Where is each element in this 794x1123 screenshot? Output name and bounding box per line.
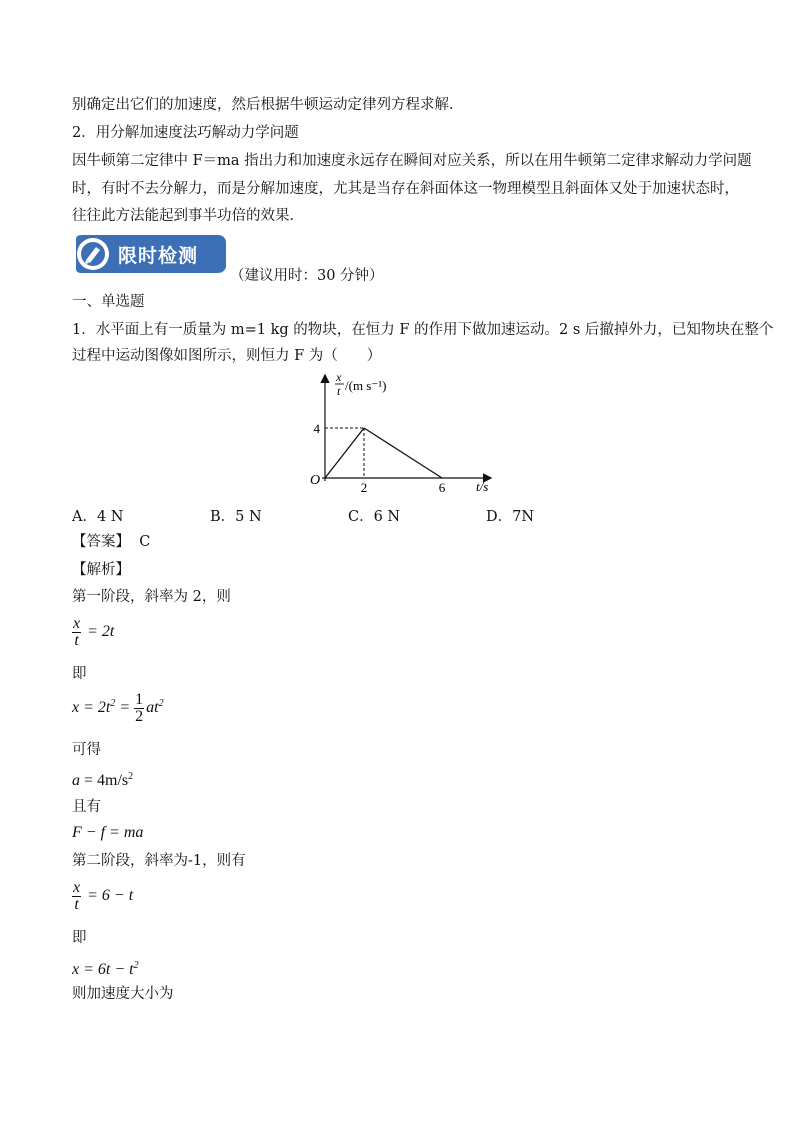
y-label-denominator: t (337, 384, 341, 398)
x-tick-label: 6 (438, 480, 446, 495)
fraction-one-half: $\frac{1}{2}$ (135, 691, 144, 725)
suggested-time: （建议用时：30 分钟） (230, 268, 384, 284)
answer-line (72, 532, 150, 552)
intro-paragraph-line-1: 因牛顿第二定律中 F＝ma 指出力和加速度永远存在瞬间对应关系，所以在用牛顿第二定律求解动力学问题 (72, 153, 752, 169)
equation-6: $x = 6t - t^2$ (72, 960, 139, 978)
motion-graph (300, 368, 500, 498)
equation-2: $x = 2t^2$ = $\frac{1}{2}$ $at^2$ (72, 691, 164, 725)
ji-2: 即 (72, 930, 87, 946)
graph-segment-rising (325, 428, 364, 478)
intro-paragraph-line-3: 往往此方法能起到事半功倍的效果． (72, 208, 304, 224)
x-label: t/s (476, 479, 489, 494)
option-b: B．5 N (210, 509, 262, 525)
section-title: 一、单选题 (72, 294, 145, 310)
origin-label: O (310, 473, 321, 488)
last-line: 则加速度大小为 (72, 986, 174, 1002)
fraction-x-over-t: $\frac{x}{t}$ (73, 615, 81, 649)
equation-3: $a = 4m/s^2$ (72, 771, 134, 789)
qieyou: 且有 (72, 799, 101, 815)
equation-4: F − f = ma (72, 824, 144, 841)
answer-label: 【答案】 (72, 534, 130, 550)
analysis-label: 【解析】 (72, 562, 130, 578)
option-d: D．7N (486, 509, 535, 525)
intro-heading-2: 2．用分解加速度法巧解动力学问题 (72, 125, 299, 141)
stage-2-text: 第二阶段，斜率为-1，则有 (72, 853, 246, 869)
y-tick-label: 4 (313, 421, 320, 436)
x-tick-label: 2 (360, 480, 368, 495)
question-stem-line-1: 1．水平面上有一质量为 m=1 kg 的物块，在恒力 F 的作用下做加速运动。2 s 后撤掉外力，已知物块在整个 (72, 322, 774, 338)
banner-title: 限时检测 (118, 245, 199, 267)
timed-test-banner (72, 233, 230, 275)
question-stem-line-2: 过程中运动图像如图所示，则恒力 F 为（ ） (72, 348, 382, 364)
option-a: A．4 N (72, 509, 124, 525)
ji-1: 即 (72, 666, 87, 682)
equation-1: $\frac{x}{t}$ = 2t (73, 615, 115, 649)
stage-1-text: 第一阶段，斜率为 2，则 (72, 589, 231, 605)
option-c: C．6 N (348, 509, 401, 525)
intro-line-1: 别确定出它们的加速度，然后根据牛顿运动定律列方程求解． (72, 97, 464, 113)
y-label-unit: /(m s⁻¹) (345, 378, 387, 393)
answer-value: C (139, 534, 151, 550)
y-label-numerator: x (336, 370, 342, 384)
intro-paragraph-line-2: 时，有时不去分解力，而是分解加速度，尤其是当存在斜面体这一物理模型且斜面体又处于加速状态时， (72, 181, 739, 197)
fraction-x-over-t-2: $\frac{x}{t}$ (73, 879, 81, 913)
kede: 可得 (72, 742, 101, 758)
graph-segment-falling (364, 428, 442, 478)
equation-5: $\frac{x}{t}$ = 6 − t (73, 879, 134, 913)
